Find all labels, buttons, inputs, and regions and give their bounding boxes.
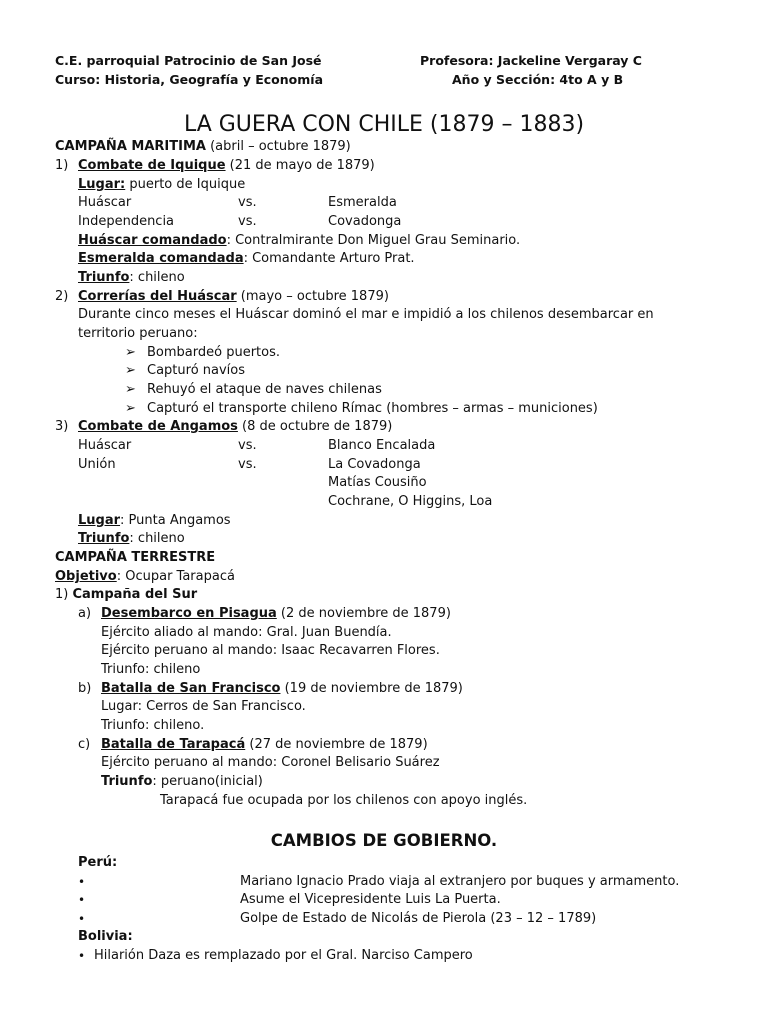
government-changes-heading: CAMBIOS DE GOBIERNO. bbox=[270, 831, 498, 850]
peru-item: Asume el Vicepresidente Luis La Puerta. bbox=[240, 892, 501, 907]
correrias-num: 2) bbox=[55, 289, 69, 304]
pisagua-line3: Triunfo: chileno bbox=[101, 662, 201, 677]
iquique-row2-a: Independencia bbox=[78, 214, 175, 229]
tarapaca-title: Batalla de Tarapacá (27 de noviembre de 1879) bbox=[101, 737, 428, 752]
bolivia-label: Bolivia: bbox=[78, 929, 133, 944]
peru-item: Mariano Ignacio Prado viaja al extranjero por buques y armamento. bbox=[240, 874, 680, 889]
iquique-cmd1: Huáscar comandado: Contralmirante Don Miguel Grau Seminario. bbox=[78, 233, 521, 248]
bullet-icon: • bbox=[78, 912, 86, 926]
angamos-row2-a: Unión bbox=[78, 457, 116, 472]
correrias-title: Correrías del Huáscar (mayo – octubre 1879) bbox=[78, 289, 389, 304]
maritime-heading: CAMPAÑA MARITIMA (abril – octubre 1879) bbox=[55, 139, 351, 154]
arrow-bullet-icon: ➢ bbox=[125, 345, 136, 360]
sanfrancisco-title: Batalla de San Francisco (19 de noviembre de 1879) bbox=[101, 681, 463, 696]
correrias-text2: territorio peruano: bbox=[78, 326, 198, 341]
angamos-row2-b: La Covadonga bbox=[328, 457, 421, 472]
tarapaca-line3: Tarapacá fue ocupada por los chilenos con apoyo inglés. bbox=[160, 793, 528, 808]
iquique-name: Combate de Iquique (21 de mayo de 1879) bbox=[78, 158, 375, 173]
correrias-bullet: ➢ Capturó el transporte chileno Rímac (hombres – armas – municiones) bbox=[125, 401, 598, 416]
correrias-text1: Durante cinco meses el Huáscar dominó el mar e impidió a los chilenos desembarcar en bbox=[78, 307, 654, 322]
angamos-num: 3) bbox=[55, 419, 69, 434]
arrow-bullet-icon: ➢ bbox=[125, 401, 136, 416]
bullet-icon: • bbox=[78, 875, 86, 889]
iquique-title: 1) bbox=[55, 158, 69, 173]
iquique-row1-vs: vs. bbox=[238, 195, 257, 210]
angamos-row1-a: Huáscar bbox=[78, 438, 132, 453]
iquique-row2-b: Covadonga bbox=[328, 214, 402, 229]
angamos-win: Triunfo: chileno bbox=[78, 531, 185, 546]
pisagua-letter: a) bbox=[78, 606, 92, 621]
iquique-place: Lugar: puerto de Iquique bbox=[78, 177, 246, 192]
pisagua-line1: Ejército aliado al mando: Gral. Juan Buendía. bbox=[101, 625, 392, 640]
angamos-row1-vs: vs. bbox=[238, 438, 257, 453]
tarapaca-letter: c) bbox=[78, 737, 91, 752]
bullet-icon: • bbox=[78, 949, 86, 963]
angamos-row3: Matías Cousiño bbox=[328, 475, 427, 490]
angamos-place: Lugar: Punta Angamos bbox=[78, 513, 231, 528]
iquique-cmd2: Esmeralda comandada: Comandante Arturo Prat. bbox=[78, 251, 415, 266]
bolivia-item: Hilarión Daza es remplazado por el Gral. Narciso Campero bbox=[94, 948, 473, 963]
arrow-bullet-icon: ➢ bbox=[125, 382, 136, 397]
angamos-row2-vs: vs. bbox=[238, 457, 257, 472]
bullet-icon: • bbox=[78, 893, 86, 907]
arrow-bullet-icon: ➢ bbox=[125, 363, 136, 378]
pisagua-title: Desembarco en Pisagua (2 de noviembre de 1879) bbox=[101, 606, 451, 621]
iquique-row1-b: Esmeralda bbox=[328, 195, 397, 210]
course-name: Curso: Historia, Geografía y Economía bbox=[55, 72, 323, 87]
peru-item: Golpe de Estado de Nicolás de Pierola (23 – 12 – 1789) bbox=[240, 911, 597, 926]
sanfrancisco-letter: b) bbox=[78, 681, 92, 696]
tarapaca-line1: Ejército peruano al mando: Coronel Belisario Suárez bbox=[101, 755, 440, 770]
iquique-row1-a: Huáscar bbox=[78, 195, 132, 210]
sanfrancisco-line1: Lugar: Cerros de San Francisco. bbox=[101, 699, 306, 714]
tarapaca-win: Triunfo: peruano(inicial) bbox=[101, 774, 263, 789]
sanfrancisco-line2: Triunfo: chileno. bbox=[101, 718, 205, 733]
teacher-name: Profesora: Jackeline Vergaray C bbox=[420, 53, 642, 68]
correrias-bullet: ➢ Capturó navíos bbox=[125, 363, 246, 378]
iquique-win: Triunfo: chileno bbox=[78, 270, 185, 285]
terrestrial-objective: Objetivo: Ocupar Tarapacá bbox=[55, 569, 235, 584]
correrias-bullet: ➢ Rehuyó el ataque de naves chilenas bbox=[125, 382, 382, 397]
correrias-bullet: ➢ Bombardeó puertos. bbox=[125, 345, 280, 360]
school-name: C.E. parroquial Patrocinio de San José bbox=[55, 53, 322, 68]
pisagua-line2: Ejército peruano al mando: Isaac Recavarren Flores. bbox=[101, 643, 440, 658]
angamos-title: Combate de Angamos (8 de octubre de 1879) bbox=[78, 419, 393, 434]
page-title: LA GUERA CON CHILE (1879 – 1883) bbox=[183, 112, 585, 137]
angamos-row4: Cochrane, O Higgins, Loa bbox=[328, 494, 493, 509]
sur-campaign: 1) Campaña del Sur bbox=[55, 587, 198, 602]
grade-section: Año y Sección: 4to A y B bbox=[452, 72, 624, 87]
peru-label: Perú: bbox=[78, 855, 118, 870]
iquique-row2-vs: vs. bbox=[238, 214, 257, 229]
angamos-row1-b: Blanco Encalada bbox=[328, 438, 436, 453]
terrestrial-heading: CAMPAÑA TERRESTRE bbox=[55, 550, 216, 565]
